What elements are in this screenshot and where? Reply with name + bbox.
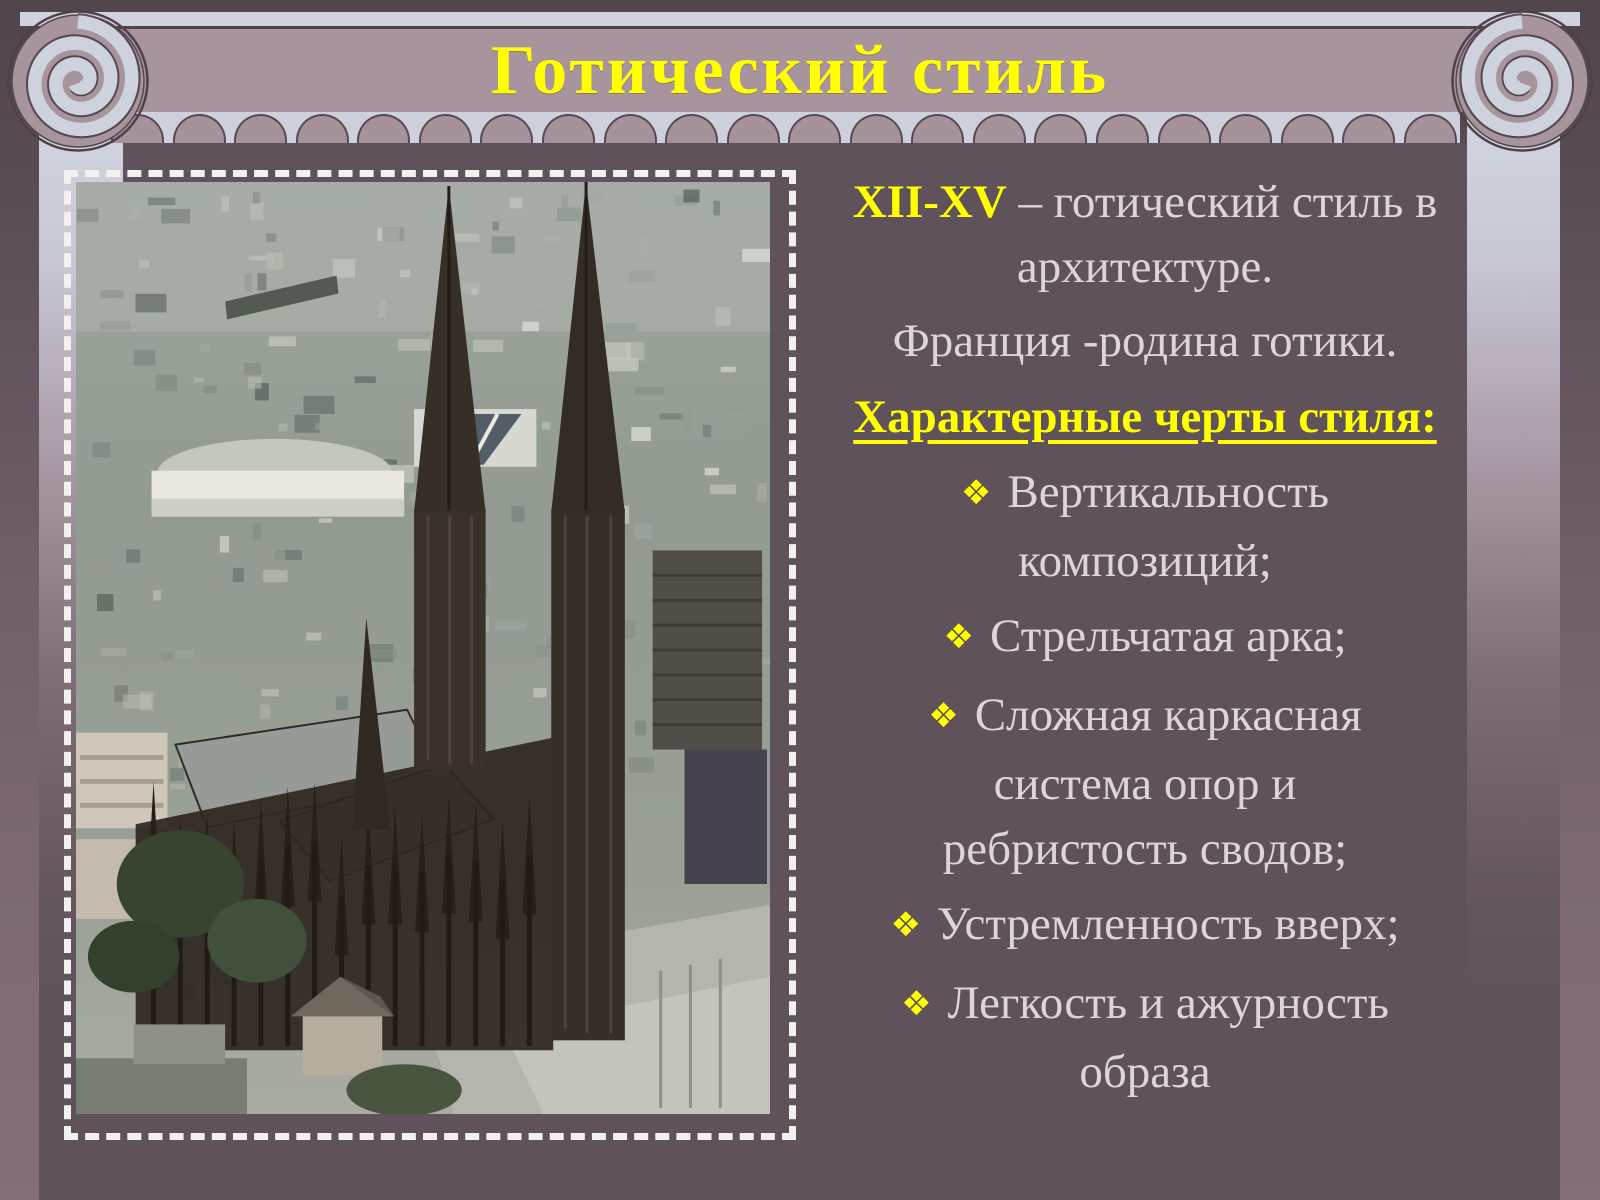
ionic-volute-icon	[1447, 3, 1597, 153]
feature-line: ❖ Сложная каркасная	[928, 689, 1362, 741]
bead	[665, 114, 718, 143]
intro-line-2: архитектуре.	[1016, 241, 1274, 293]
bead	[542, 114, 595, 143]
feature-item	[780, 971, 1510, 1105]
bead	[234, 114, 287, 143]
feature-item	[780, 460, 1510, 594]
feature-line: ❖ Легкость и ажурность	[901, 977, 1389, 1029]
entablature-strip	[20, 12, 1580, 26]
features-heading: Характерные черты стиля:	[853, 391, 1437, 443]
diamond-bullet-icon: ❖	[901, 984, 932, 1024]
diamond-bullet-icon: ❖	[943, 617, 974, 657]
feature-line: ❖ Вертикальность	[960, 466, 1330, 518]
bead	[850, 114, 903, 143]
ionic-volute-icon	[3, 3, 153, 153]
bead	[480, 114, 533, 143]
feature-item	[780, 892, 1510, 961]
feature-line: ❖ Стрельчатая арка;	[943, 610, 1347, 662]
intro-dates: XII-XV	[852, 176, 1007, 228]
feature-item	[780, 683, 1510, 882]
bead	[419, 114, 472, 143]
bead	[1281, 114, 1334, 143]
bead	[1342, 114, 1395, 143]
feature-item	[780, 604, 1510, 673]
text-panel	[780, 170, 1510, 1105]
bead	[357, 114, 410, 143]
diamond-bullet-icon: ❖	[890, 905, 921, 945]
bead	[173, 114, 226, 143]
cathedral-photo	[76, 182, 770, 1114]
bead	[1219, 114, 1272, 143]
header-frieze	[56, 29, 1544, 112]
photo-frame	[64, 170, 796, 1140]
bead	[1096, 114, 1149, 143]
diamond-bullet-icon: ❖	[960, 473, 992, 513]
bead	[604, 114, 657, 143]
bead-molding-row	[108, 112, 1460, 143]
slide-title: Готический стиль	[490, 31, 1110, 109]
bead	[296, 114, 349, 143]
bead	[973, 114, 1026, 143]
feature-line: ❖ Устремленность вверх;	[890, 898, 1400, 950]
feature-line: образа	[1079, 1046, 1211, 1098]
intro-line-1	[780, 170, 1510, 235]
bead	[1034, 114, 1087, 143]
bead	[911, 114, 964, 143]
bead	[727, 114, 780, 143]
origin-line: Франция -родина готики.	[892, 315, 1398, 367]
feature-line: ребристость сводов;	[942, 823, 1348, 875]
feature-line: композиций;	[1018, 535, 1272, 587]
intro-rest: – готический стиль в	[1006, 176, 1438, 228]
feature-line: система опор и	[993, 758, 1297, 810]
bead	[788, 114, 841, 143]
diamond-bullet-icon: ❖	[928, 696, 959, 736]
bead	[1158, 114, 1211, 143]
